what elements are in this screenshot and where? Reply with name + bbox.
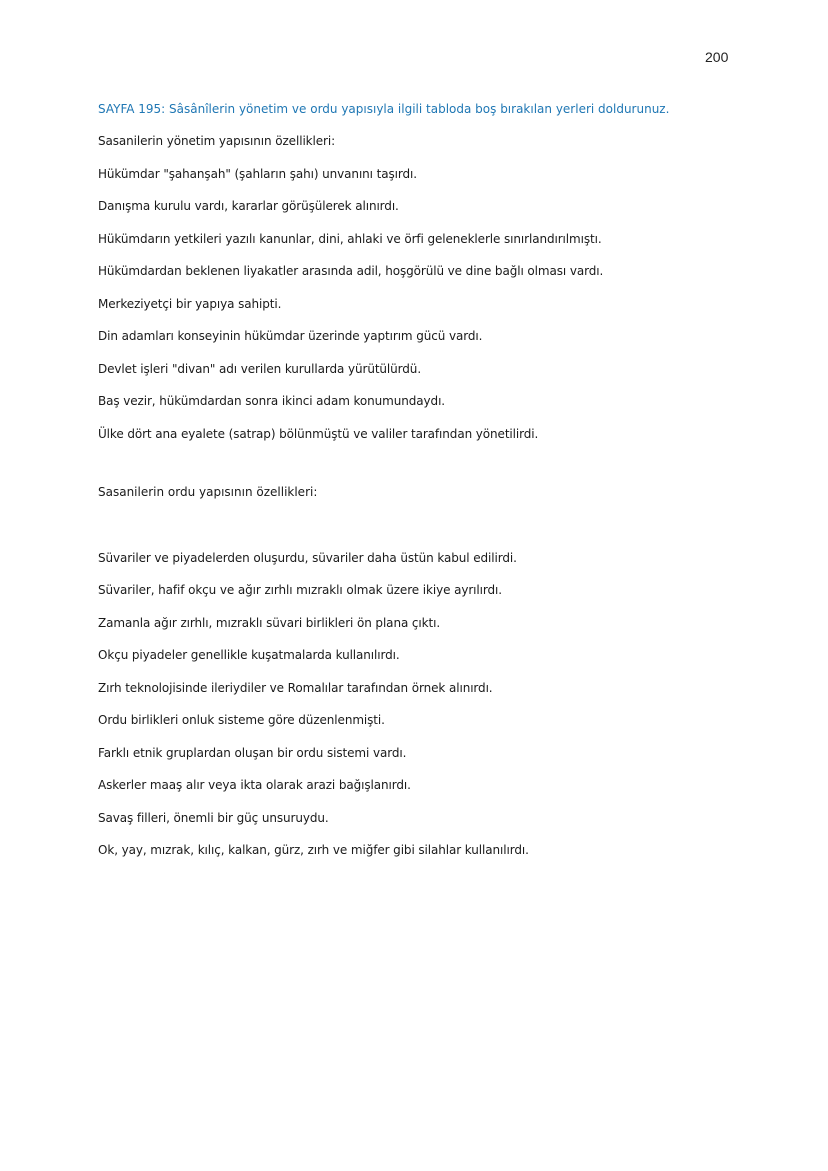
- list-item: Danışma kurulu vardı, kararlar görüşülerek alınırdı.: [98, 199, 399, 213]
- list-item: Ülke dört ana eyalete (satrap) bölünmüştü ve valiler tarafından yönetilirdi.: [98, 426, 539, 441]
- list-item: Baş vezir, hükümdardan sonra ikinci adam konumundaydı.: [98, 394, 446, 408]
- list-item: Merkeziyetçi bir yapıya sahipti.: [98, 296, 282, 311]
- list-item: Zamanla ağır zırhlı, mızraklı süvari birlikleri ön plana çıktı.: [98, 615, 441, 630]
- list-item: Zırh teknolojisinde ileriydiler ve Romalılar tarafından örnek alınırdı.: [98, 680, 493, 695]
- list-item: Hükümdarın yetkileri yazılı kanunlar, dini, ahlaki ve örfi geleneklerle sınırlandırılmıştı.: [98, 231, 602, 246]
- administration-list: [98, 165, 798, 443]
- list-item: Devlet işleri "divan" adı verilen kurullarda yürütülürdü.: [98, 361, 422, 376]
- list-item: Ok, yay, mızrak, kılıç, kalkan, gürz, zırh ve miğfer gibi silahlar kullanılırdı.: [98, 843, 529, 857]
- army-title: Sasanilerin ordu yapısının özellikleri:: [98, 484, 318, 499]
- list-item: Savaş filleri, önemli bir güç unsuruydu.: [98, 810, 329, 825]
- page-number: 200: [705, 49, 729, 65]
- list-item: Hükümdardan beklenen liyakatler arasında adil, hoşgörülü ve dine bağlı olması vardı.: [98, 264, 604, 278]
- army-list: [98, 549, 798, 860]
- administration-title: Sasanilerin yönetim yapısının özellikleri:: [98, 134, 336, 148]
- list-item: Okçu piyadeler genellikle kuşatmalarda kullanılırdı.: [98, 648, 400, 662]
- list-item: Süvariler, hafif okçu ve ağır zırhlı mızraklı olmak üzere ikiye ayrılırdı.: [98, 583, 502, 597]
- list-item: Farklı etnik gruplardan oluşan bir ordu sistemi vardı.: [98, 745, 407, 760]
- list-item: Askerler maaş alır veya ikta olarak arazi bağışlanırdı.: [98, 778, 411, 792]
- list-item: Ordu birlikleri onluk sisteme göre düzenlenmişti.: [98, 713, 385, 727]
- assignment-heading: SAYFA 195: Sâsânîlerin yönetim ve ordu yapısıyla ilgili tabloda boş bırakılan yerleri doldurunuz.: [98, 102, 670, 116]
- list-item: Hükümdar "şahanşah" (şahların şahı) unvanını taşırdı.: [98, 166, 417, 181]
- list-item: Süvariler ve piyadelerden oluşurdu, süvariler daha üstün kabul edilirdi.: [98, 550, 517, 565]
- list-item: Din adamları konseyinin hükümdar üzerinde yaptırım gücü vardı.: [98, 329, 483, 343]
- document-body: [98, 100, 798, 874]
